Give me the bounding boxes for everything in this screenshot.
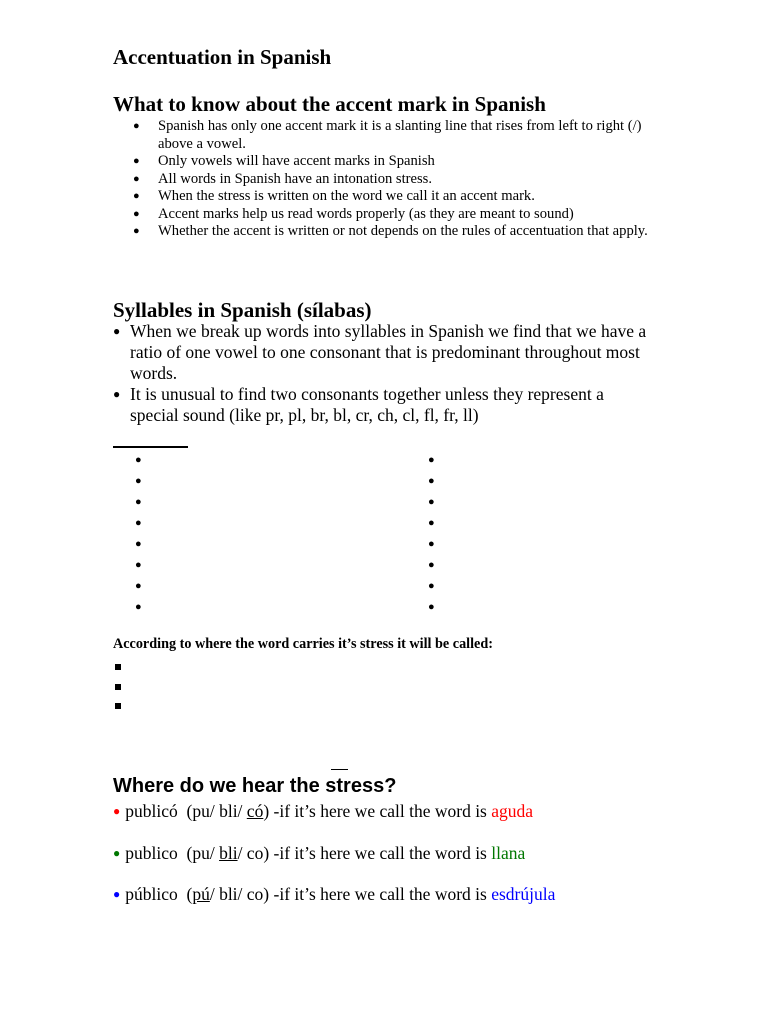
- section-heading-accent-mark: What to know about the accent mark in Spanish: [113, 92, 546, 116]
- empty-bullet-column-left: [135, 450, 142, 618]
- green-bullet: ●: [113, 846, 121, 860]
- paren-open: (: [186, 884, 193, 904]
- list-item: ● When we break up words into syllables in Spanish we find that we have a ratio of one vowel to one consonant that is predominant throughout most words.: [113, 321, 653, 384]
- empty-square-bullet-list: [115, 657, 121, 716]
- empty-bullet: ●: [135, 475, 142, 487]
- list-item: ● Only vowels will have accent marks in Spanish: [133, 153, 663, 171]
- example-word: publico: [125, 843, 178, 863]
- example-aguda: [113, 801, 533, 822]
- accent-mark-list: [133, 118, 663, 241]
- list-item: ● All words in Spanish have an intonation stress.: [133, 171, 663, 189]
- stress-classification-intro: According to where the word carries it’s stress it will be called:: [113, 636, 493, 652]
- stressed-syllable: có: [246, 801, 264, 821]
- paren-open: (: [186, 801, 193, 821]
- empty-bullet: ●: [135, 496, 142, 508]
- example-word: publicó: [125, 801, 178, 821]
- empty-square-bullet: [115, 657, 121, 677]
- paren-open: (: [186, 843, 193, 863]
- example-esdrujula: [113, 884, 555, 905]
- empty-bullet: ●: [428, 538, 435, 550]
- list-item: ● When the stress is written on the word we call it an accent mark.: [133, 188, 663, 206]
- stressed-syllable: bli: [219, 843, 238, 863]
- example-phrase: -if it’s here we call the word is: [273, 884, 487, 904]
- list-item: ● It is unusual to find two consonants together unless they represent a special sound (like pr, pl, br, bl, cr, ch, cl, fl, fr, ll): [113, 384, 653, 426]
- blue-bullet: ●: [113, 887, 121, 901]
- paren-close: ): [263, 843, 270, 863]
- word-type-esdrujula: esdrújula: [491, 884, 556, 904]
- empty-bullet: ●: [428, 454, 435, 466]
- empty-square-bullet: [115, 677, 121, 697]
- list-item: ● Accent marks help us read words properly (as they are meant to sound): [133, 206, 663, 224]
- empty-bullet: ●: [135, 454, 142, 466]
- example-llana: [113, 843, 525, 864]
- empty-bullet: ●: [135, 601, 142, 613]
- empty-bullet: ●: [135, 538, 142, 550]
- page-title: Accentuation in Spanish: [113, 45, 332, 69]
- empty-bullet: ●: [428, 496, 435, 508]
- red-bullet: ●: [113, 804, 121, 818]
- empty-bullet: ●: [428, 601, 435, 613]
- example-word: público: [125, 884, 178, 904]
- empty-bullet: ●: [135, 580, 142, 592]
- paren-close: ): [263, 884, 270, 904]
- syllable: pu/: [192, 843, 220, 863]
- word-type-llana: llana: [491, 843, 526, 863]
- section-heading-stress: Where do we hear the stress?: [113, 775, 397, 797]
- empty-bullet: ●: [135, 559, 142, 571]
- syllable: pu/: [192, 801, 220, 821]
- syllable: / co: [237, 843, 264, 863]
- empty-bullet-column-right: [428, 450, 435, 618]
- syllable: / bli/ co: [209, 884, 264, 904]
- empty-bullet: ●: [135, 517, 142, 529]
- section-heading-syllables: Syllables in Spanish (sílabas): [113, 298, 372, 322]
- empty-bullet: ●: [428, 559, 435, 571]
- list-item: ● Spanish has only one accent mark it is a slanting line that rises from left to right (/) above a vowel.: [133, 118, 663, 153]
- word-type-aguda: aguda: [491, 801, 534, 821]
- syllable: bli/: [219, 801, 247, 821]
- paren-close: ): [263, 801, 270, 821]
- stressed-syllable: pú: [192, 884, 210, 904]
- blank-underline: [113, 446, 188, 448]
- empty-bullet: ●: [428, 475, 435, 487]
- example-phrase: -if it’s here we call the word is: [273, 801, 487, 821]
- empty-bullet: ●: [428, 580, 435, 592]
- list-item: ● Whether the accent is written or not depends on the rules of accentuation that apply.: [133, 223, 663, 241]
- short-dash: [331, 769, 348, 770]
- syllables-list: [113, 321, 653, 426]
- example-phrase: -if it’s here we call the word is: [273, 843, 487, 863]
- empty-square-bullet: [115, 696, 121, 716]
- empty-bullet: ●: [428, 517, 435, 529]
